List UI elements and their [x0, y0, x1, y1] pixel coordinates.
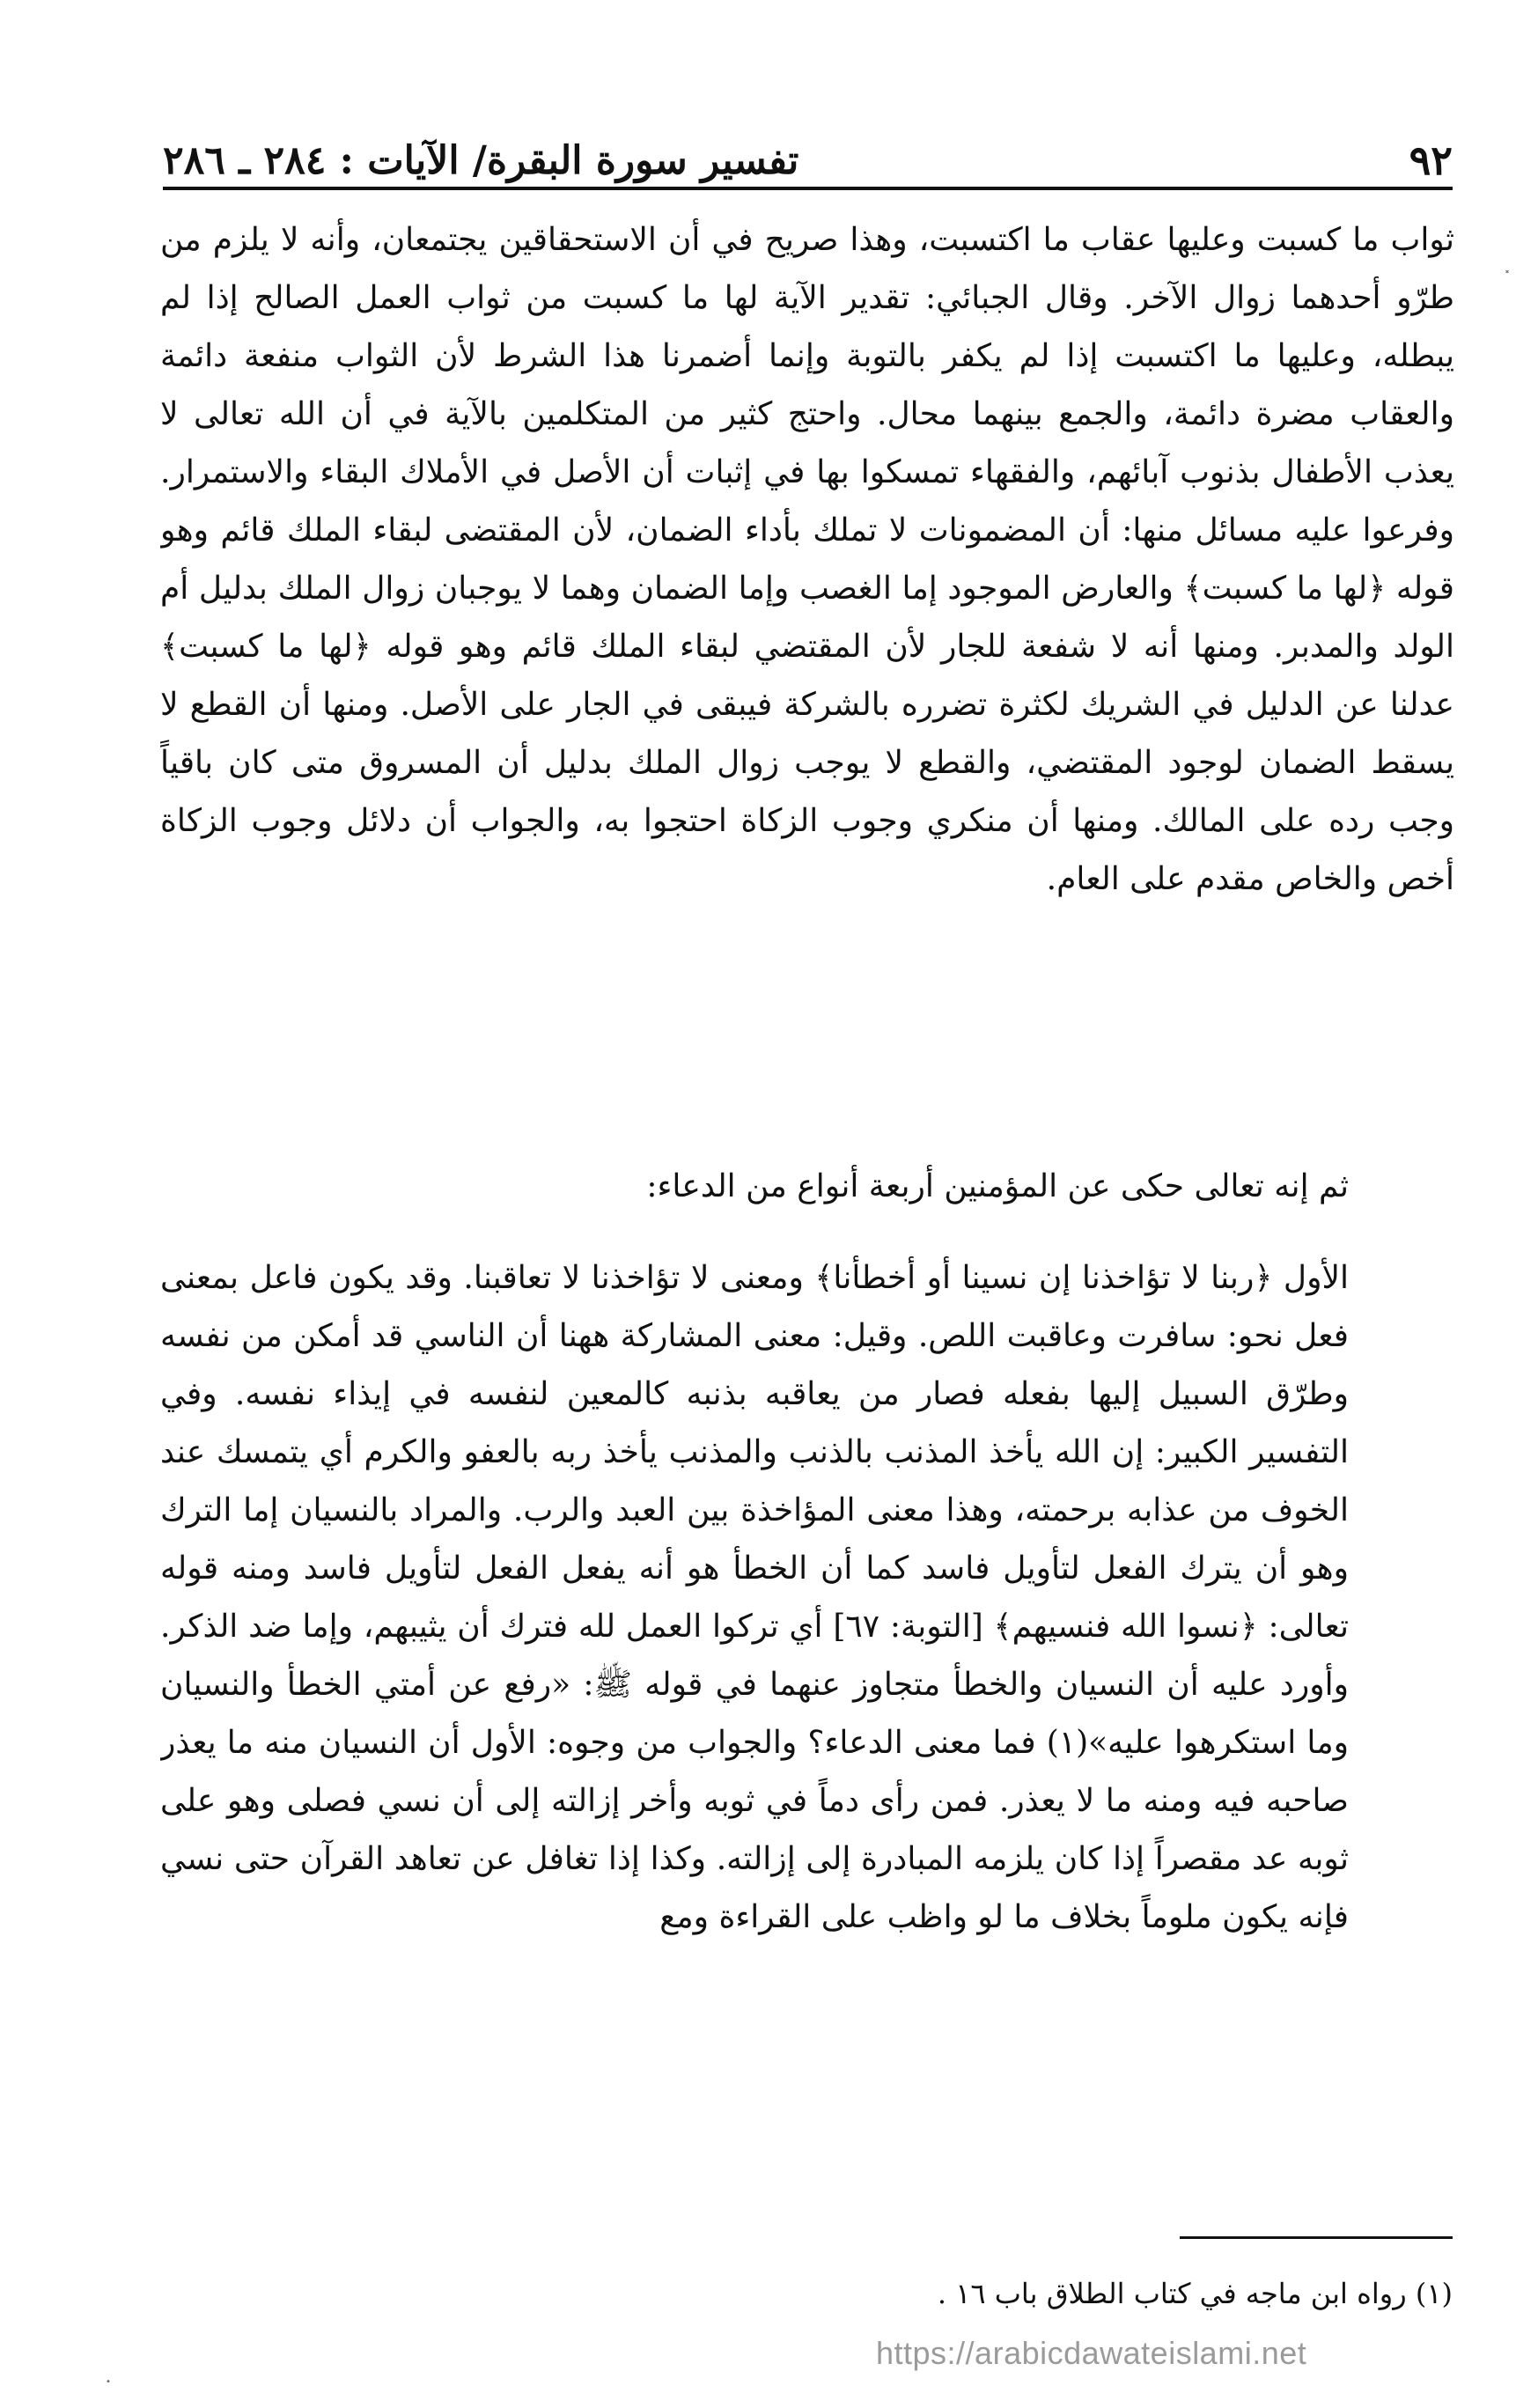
paragraph-1: ثواب ما كسبت وعليها عقاب ما اكتسبت، وهذا صريح في أن الاستحقاقين يجتمعان، وأنه لا يلزم من طرّو أحدهما زوال الآخر. وقال الجبائي: تقدير الآية لها ما كسبت من ثواب العمل الصالح إذا لم يبطله، وعليها ما اكتسبت إذا لم يكفر بالتوبة وإنما أضمرنا هذا الشرط لأن الثواب منفعة دائمة والعقاب مضرة دائمة، والجمع بينهما محال. واحتج كثير من المتكلمين بالآية في أن الله تعالى لا يعذب الأطفال بذنوب آبائهم، والفقهاء تمسكوا بها في إثبات أن الأصل في الأملاك البقاء والاستمرار. وفرعوا عليه مسائل منها: أن المضمونات لا تملك بأداء الضمان، لأن المقتضى لبقاء الملك قائم وهو قوله ﴿لها ما كسبت﴾ والعارض الموجود إما الغصب وإما الضمان وهما لا يوجبان زوال الملك بدليل أم الولد والمدبر. ومنها أنه لا شفعة للجار لأن المقتضي لبقاء الملك قائم وهو قوله ﴿لها ما كسبت﴾ عدلنا عن الدليل في الشريك لكثرة تضرره بالشركة فيبقى في الجار على الأصل. ومنها أن القطع لا يسقط الضمان لوجود المقتضي، والقطع لا يوجب زوال الملك بدليل أن المسروق متى كان باقياً وجب رده على المالك. ومنها أن منكري وجوب الزكاة احتجوا به، والجواب أن دلائل وجوب الزكاة أخص والخاص مقدم على العام. — [160, 222, 1454, 897]
running-title: تفسير سورة البقرة/ الآيات : ٢٨٤ ـ ٢٨٦ — [163, 138, 799, 183]
paragraph-3: الأول ﴿ربنا لا تؤاخذنا إن نسينا أو أخطأنا﴾ ومعنى لا تؤاخذنا لا تعاقبنا. وقد يكون فاعل بمعنى فعل نحو: سافرت وعاقبت اللص. وقيل: معنى المشاركة ههنا أن الناسي قد أمكن من نفسه وطرّق السبيل إليها بفعله فصار من يعاقبه بذنبه كالمعين لنفسه في إيذاء نفسه. وفي التفسير الكبير: إن الله يأخذ المذنب بالذنب والمذنب يأخذ ربه بالعفو والكرم أي يتمسك عند الخوف من عذابه برحمته، وهذا معنى المؤاخذة بين العبد والرب. والمراد بالنسيان إما الترك وهو أن يترك الفعل لتأويل فاسد كما أن الخطأ هو أنه يفعل الفعل لتأويل فاسد ومنه قوله تعالى: ﴿نسوا الله فنسيهم﴾ [التوبة: ٦٧] أي تركوا العمل لله فترك أن يثيبهم، وإما ضد الذكر. وأورد عليه أن النسيان والخطأ متجاوز عنهما في قوله ﷺ: «رفع عن أمتي الخطأ والنسيان وما استكرهوا عليه»(١) فما معنى الدعاء؟ والجواب من وجوه: الأول أن النسيان منه ما يعذر صاحبه فيه ومنه ما لا يعذر. فمن رأى دماً في ثوبه وأخر إزالته إلى أن نسي فصلى وهو على ثوبه عد مقصراً إذا كان يلزمه المبادرة إلى إزالته. وكذا إذا تغافل عن تعاهد القرآن حتى نسي فإنه يكون ملوماً بخلاف ما لو واظب على القراءة ومع — [160, 1260, 1350, 1935]
header-rule — [163, 187, 1453, 190]
footnote: (١) رواه ابن ماجه في كتاب الطلاق باب ١٦ . — [937, 2277, 1453, 2310]
scan-speck-mark: ˟ — [1504, 269, 1511, 285]
scan-dot-mark: • — [106, 2377, 111, 2387]
paragraph-2: ثم إنه تعالى حكى عن المؤمنين أربعة أنواع من الدعاء: — [646, 1168, 1349, 1204]
footnote-rule — [1180, 2236, 1453, 2239]
page-number: ٩٢ — [1409, 136, 1453, 184]
page-header — [163, 101, 1453, 184]
body-text — [160, 211, 1454, 2130]
watermark-url: https://arabicdawateislami.net — [876, 2335, 1307, 2371]
